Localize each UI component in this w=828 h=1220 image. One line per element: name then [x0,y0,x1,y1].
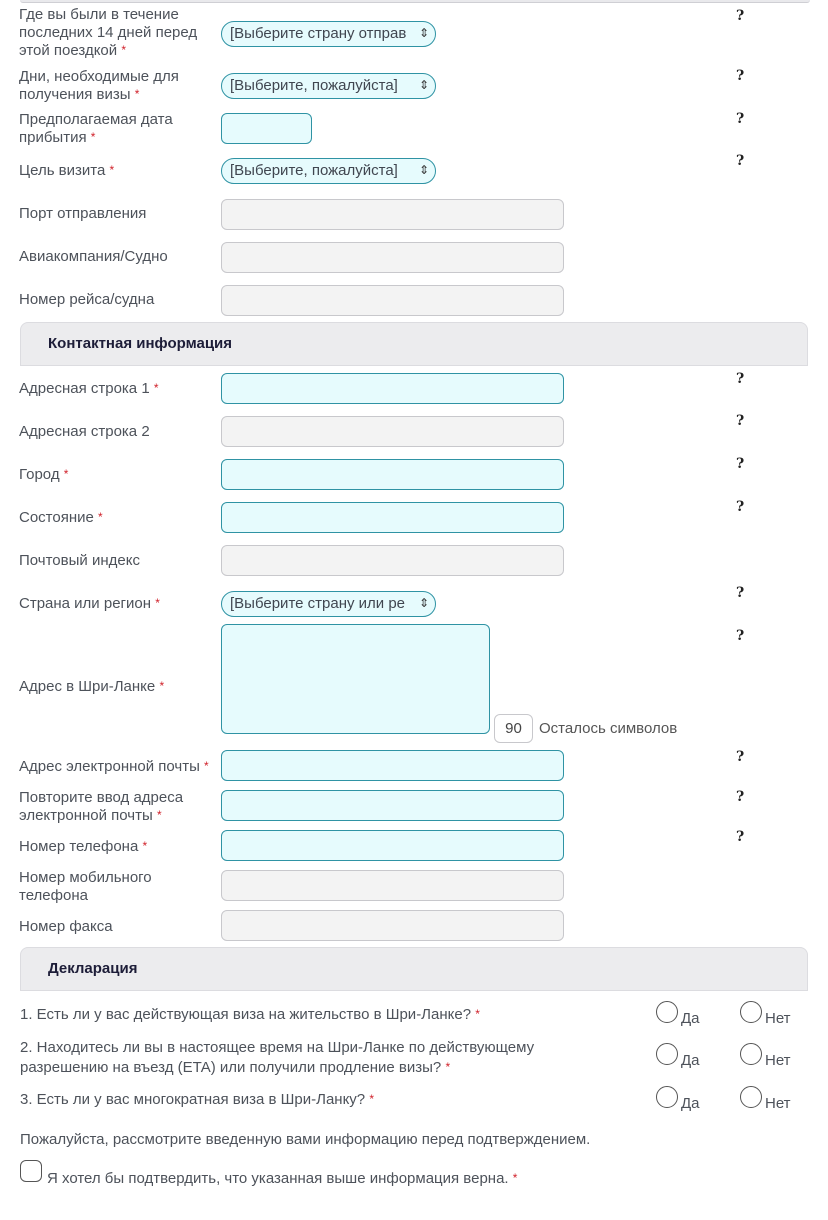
help-icon[interactable]: ? [736,371,745,387]
q1-no-radio[interactable] [740,1001,762,1023]
help-icon[interactable]: ? [736,789,745,805]
email-repeat-input[interactable] [221,790,564,821]
q3-no-radio[interactable] [740,1086,762,1108]
char-counter-label: Осталось символов [539,720,678,737]
q1-yes-radio[interactable] [656,1001,678,1023]
char-counter: 90 [494,714,533,743]
review-note: Пожалуйста, рассмотрите введенную вами информацию перед подтверждением. [20,1131,591,1148]
address2-input[interactable] [221,416,564,447]
help-icon[interactable]: ? [736,456,745,472]
prev-country-select[interactable]: [Выберите страну отправ ⇕ [221,21,436,47]
q3-no-label: Нет [765,1095,791,1112]
state-input[interactable] [221,502,564,533]
help-icon[interactable]: ? [736,413,745,429]
chevron-updown-icon: ⇕ [418,78,429,92]
visa-days-label: Дни, необходимые для получения визы * [19,68,179,103]
state-label: Состояние * [19,509,103,526]
address2-label: Адресная строка 2 [19,423,150,440]
phone-input[interactable] [221,830,564,861]
q3-yes-radio[interactable] [656,1086,678,1108]
email-label: Адрес электронной почты * [19,758,209,775]
port-input[interactable] [221,199,564,230]
help-icon[interactable]: ? [736,153,745,169]
q2-yes-radio[interactable] [656,1043,678,1065]
q2-no-radio[interactable] [740,1043,762,1065]
help-icon[interactable]: ? [736,8,745,24]
mobile-label: Номер мобильного телефона [19,869,152,904]
help-icon[interactable]: ? [736,499,745,515]
chevron-updown-icon: ⇕ [418,163,429,177]
flight-label: Номер рейса/судна [19,291,155,308]
fax-label: Номер факса [19,918,113,935]
airline-label: Авиакомпания/Судно [19,248,168,265]
city-input[interactable] [221,459,564,490]
prev-country-label: Где вы были в течение последних 14 дней перед этой поездкой * [19,6,198,59]
arrival-date-label: Предполагаемая дата прибытия * [19,111,173,146]
help-icon[interactable]: ? [736,68,745,84]
help-icon[interactable]: ? [736,585,745,601]
visa-days-select[interactable]: [Выберите, пожалуйста] ⇕ [221,73,436,99]
confirm-label: Я хотел бы подтвердить, что указанная выше информация верна. * [47,1170,518,1187]
country-select[interactable]: [Выберите страну или ре ⇕ [221,591,436,617]
purpose-select[interactable]: [Выберите, пожалуйста] ⇕ [221,158,436,184]
sl-address-label: Адрес в Шри-Ланке * [19,678,165,695]
q1-no-label: Нет [765,1010,791,1027]
airline-input[interactable] [221,242,564,273]
port-label: Порт отправления [19,205,147,222]
address1-input[interactable] [221,373,564,404]
q2-no-label: Нет [765,1052,791,1069]
q3-yes-label: Да [681,1095,700,1112]
help-icon[interactable]: ? [736,628,745,644]
declaration-section-header: Декларация [20,947,808,991]
confirm-checkbox[interactable] [20,1160,42,1182]
question-2: 2. Находитесь ли вы в настоящее время на Шри-Ланке по действующему разрешению на въезд (ETA) или получили продление визы? * [20,1039,535,1076]
contact-section-header: Контактная информация [20,322,808,366]
help-icon[interactable]: ? [736,829,745,845]
flight-input[interactable] [221,285,564,316]
previous-section-bottom [20,0,810,3]
q1-yes-label: Да [681,1010,700,1027]
help-icon[interactable]: ? [736,111,745,127]
fax-input[interactable] [221,910,564,941]
email-input[interactable] [221,750,564,781]
question-3: 3. Есть ли у вас многократная виза в Шри-Ланку? * [20,1091,374,1108]
address1-label: Адресная строка 1 * [19,380,159,397]
country-label: Страна или регион * [19,595,160,612]
zip-input[interactable] [221,545,564,576]
sl-address-textarea[interactable] [221,624,490,734]
email-repeat-label: Повторите ввод адреса электронной почты * [19,789,184,824]
purpose-label: Цель визита * [19,162,115,179]
chevron-updown-icon: ⇕ [418,596,429,610]
chevron-updown-icon: ⇕ [418,26,429,40]
city-label: Город * [19,466,69,483]
mobile-input[interactable] [221,870,564,901]
arrival-date-input[interactable] [221,113,312,144]
q2-yes-label: Да [681,1052,700,1069]
phone-label: Номер телефона * [19,838,148,855]
zip-label: Почтовый индекс [19,552,140,569]
help-icon[interactable]: ? [736,749,745,765]
question-1: 1. Есть ли у вас действующая виза на жительство в Шри-Ланке? * [20,1006,480,1023]
